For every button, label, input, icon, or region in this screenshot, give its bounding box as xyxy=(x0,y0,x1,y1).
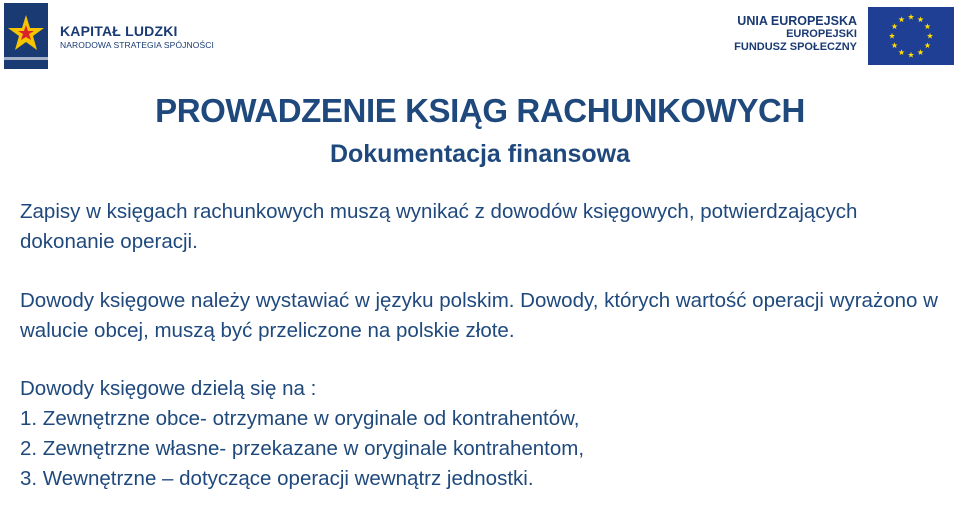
eu-line1: UNIA EUROPEJSKA xyxy=(737,14,857,28)
kapital-ludzki-name: KAPITAŁ LUDZKI xyxy=(60,23,178,39)
paragraph-2: Dowody księgowe należy wystawiać w języku polskim. Dowody, których wartość operacji wyrażono w walucie obcej, muszą być przeliczone na polskie złote. xyxy=(20,289,938,342)
kapital-ludzki-subtitle: NARODOWA STRATEGIA SPÓJNOŚCI xyxy=(60,40,214,50)
header xyxy=(0,0,960,72)
eu-flag-icon xyxy=(868,7,954,65)
kapital-ludzki-logo-icon xyxy=(4,3,48,69)
paragraph-1: Zapisy w księgach rachunkowych muszą wynikać z dowodów księgowych, potwierdzających dokonanie operacji. xyxy=(20,200,858,253)
list-item: 3. Wewnętrzne – dotyczące operacji wewnątrz jednostki. xyxy=(20,467,534,490)
document-type-list xyxy=(20,404,950,494)
slide-title: PROWADZENIE KSIĄG RACHUNKOWYCH xyxy=(155,92,805,129)
list-item: 2. Zewnętrzne własne- przekazane w oryginale kontrahentom, xyxy=(20,437,585,460)
eu-line3: FUNDUSZ SPOŁECZNY xyxy=(734,41,857,53)
slide-content xyxy=(20,197,950,494)
kapital-ludzki-wordmark xyxy=(60,23,214,51)
paragraph-3: Dowody księgowe dzielą się na : xyxy=(20,377,317,400)
list-item: 1. Zewnętrzne obce- otrzymane w oryginale od kontrahentów, xyxy=(20,407,580,430)
eu-line2: EUROPEJSKI xyxy=(786,28,857,40)
slide-subtitle: Dokumentacja finansowa xyxy=(329,140,631,168)
eu-wordmark xyxy=(734,14,857,54)
